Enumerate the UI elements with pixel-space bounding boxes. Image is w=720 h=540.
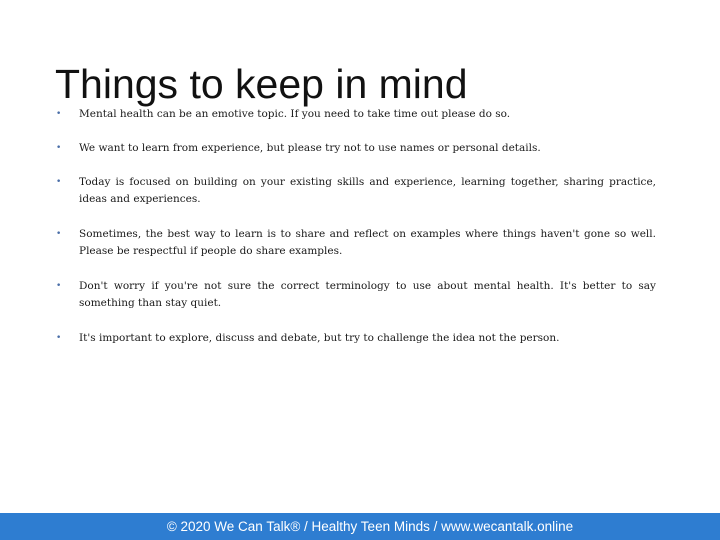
bullet-text: Today is focused on building on your existing skills and experience, learning together, sharing practice, ideas and experiences.: [79, 176, 656, 205]
bullet-text: It's important to explore, discuss and debate, but try to challenge the idea not the person.: [79, 332, 560, 344]
bullet-text: Don't worry if you're not sure the correct terminology to use about mental health. It's better to say something than stay quiet.: [79, 280, 656, 309]
bullet-text: We want to learn from experience, but please try not to use names or personal details.: [79, 142, 541, 154]
bullet-item: [56, 174, 656, 208]
bullet-item: [56, 226, 656, 260]
bullet-icon: •: [56, 143, 62, 153]
bullet-icon: •: [56, 281, 62, 291]
bullet-item: [56, 330, 656, 347]
bullet-list: [56, 106, 656, 364]
bullet-icon: •: [56, 333, 62, 343]
slide-title: Things to keep in mind: [55, 61, 468, 108]
bullet-item: [56, 140, 656, 157]
bullet-text: Mental health can be an emotive topic. If you need to take time out please do so.: [79, 108, 511, 120]
bullet-item: [56, 106, 656, 123]
bullet-icon: •: [56, 229, 62, 239]
bullet-item: [56, 278, 656, 312]
footer-copyright: © 2020 We Can Talk® / Healthy Teen Minds / www.wecantalk.online: [166, 519, 574, 534]
bullet-icon: •: [56, 109, 62, 119]
bullet-text: Sometimes, the best way to learn is to share and reflect on examples where things haven't gone so well. Please be respectful if people do share examples.: [79, 228, 656, 257]
footer-bar: [0, 513, 720, 540]
bullet-icon: •: [56, 177, 62, 187]
